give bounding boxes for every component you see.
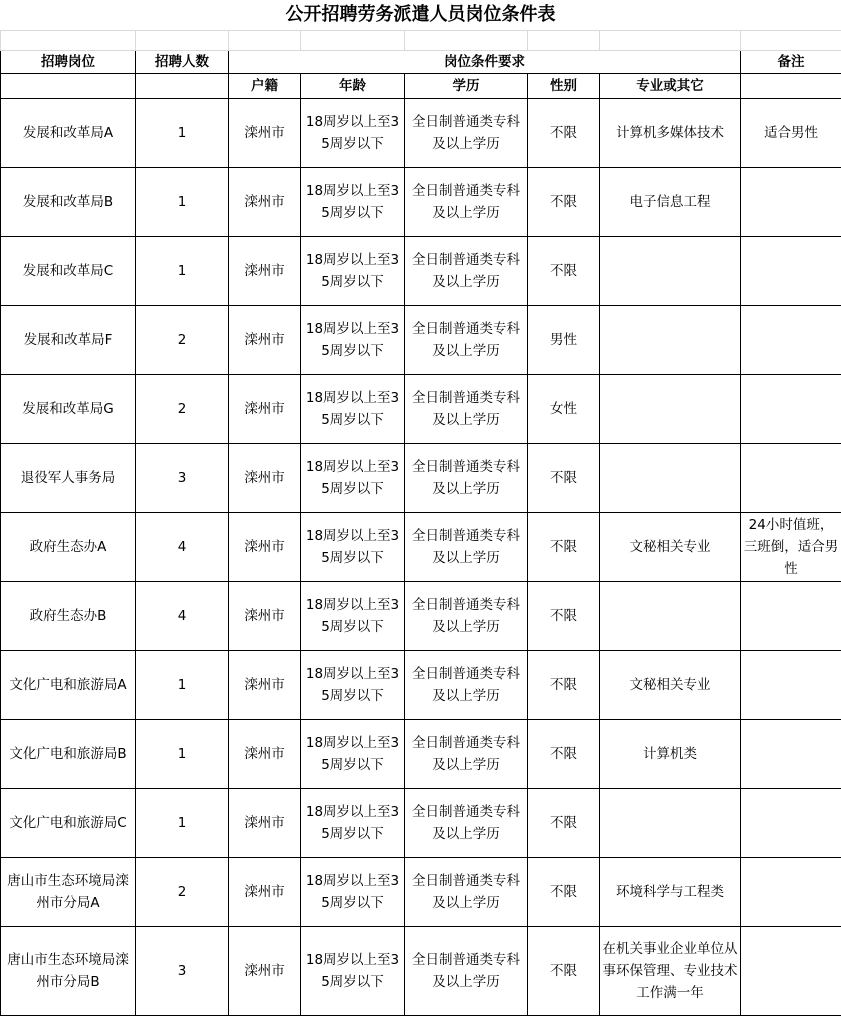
cell-gender: 不限 bbox=[528, 513, 600, 582]
cell-remarks bbox=[741, 927, 841, 1016]
cell-gender: 不限 bbox=[528, 858, 600, 927]
positions-table bbox=[0, 30, 841, 1016]
cell-hukou: 滦州市 bbox=[229, 444, 301, 513]
cell-position: 文化广电和旅游局B bbox=[1, 720, 136, 789]
cell-age: 18周岁以上至35周岁以下 bbox=[301, 720, 405, 789]
cell-count: 4 bbox=[136, 513, 229, 582]
cell-major bbox=[600, 375, 741, 444]
cell-hukou: 滦州市 bbox=[229, 99, 301, 168]
cell-position: 退役军人事务局 bbox=[1, 444, 136, 513]
table-row bbox=[1, 720, 841, 789]
cell-gender: 男性 bbox=[528, 306, 600, 375]
cell-remarks bbox=[741, 789, 841, 858]
table-row bbox=[1, 444, 841, 513]
cell-gender: 不限 bbox=[528, 444, 600, 513]
table-row bbox=[1, 99, 841, 168]
cell-education: 全日制普通类专科及以上学历 bbox=[405, 651, 528, 720]
cell-major: 电子信息工程 bbox=[600, 168, 741, 237]
page-title: 公开招聘劳务派遣人员岗位条件表 bbox=[285, 4, 556, 25]
cell-count: 1 bbox=[136, 168, 229, 237]
cell-major: 计算机类 bbox=[600, 720, 741, 789]
cell-hukou: 滦州市 bbox=[229, 306, 301, 375]
cell-hukou: 滦州市 bbox=[229, 375, 301, 444]
cell-education: 全日制普通类专科及以上学历 bbox=[405, 375, 528, 444]
cell-count: 2 bbox=[136, 306, 229, 375]
blank-grid-row bbox=[1, 31, 841, 51]
cell-major bbox=[600, 444, 741, 513]
cell-position: 唐山市生态环境局滦州市分局B bbox=[1, 927, 136, 1016]
cell-count: 1 bbox=[136, 237, 229, 306]
cell-major bbox=[600, 306, 741, 375]
cell-major bbox=[600, 582, 741, 651]
cell-major bbox=[600, 789, 741, 858]
cell-hukou: 滦州市 bbox=[229, 513, 301, 582]
cell-position: 政府生态办A bbox=[1, 513, 136, 582]
cell-count: 2 bbox=[136, 858, 229, 927]
cell-remarks bbox=[741, 237, 841, 306]
cell-hukou: 滦州市 bbox=[229, 789, 301, 858]
cell-education: 全日制普通类专科及以上学历 bbox=[405, 513, 528, 582]
header-remarks: 备注 bbox=[741, 51, 841, 74]
cell-remarks bbox=[741, 582, 841, 651]
table-row bbox=[1, 306, 841, 375]
cell-remarks bbox=[741, 306, 841, 375]
cell-hukou: 滦州市 bbox=[229, 168, 301, 237]
cell-age: 18周岁以上至35周岁以下 bbox=[301, 789, 405, 858]
cell-gender: 不限 bbox=[528, 720, 600, 789]
cell-education: 全日制普通类专科及以上学历 bbox=[405, 858, 528, 927]
cell-position: 发展和改革局A bbox=[1, 99, 136, 168]
cell-education: 全日制普通类专科及以上学历 bbox=[405, 306, 528, 375]
cell-hukou: 滦州市 bbox=[229, 720, 301, 789]
cell-position: 发展和改革局F bbox=[1, 306, 136, 375]
cell-hukou: 滦州市 bbox=[229, 582, 301, 651]
cell-remarks bbox=[741, 444, 841, 513]
cell-major: 计算机多媒体技术 bbox=[600, 99, 741, 168]
cell-age: 18周岁以上至35周岁以下 bbox=[301, 582, 405, 651]
cell-age: 18周岁以上至35周岁以下 bbox=[301, 858, 405, 927]
header-major: 专业或其它 bbox=[600, 74, 741, 99]
cell-education: 全日制普通类专科及以上学历 bbox=[405, 99, 528, 168]
cell-education: 全日制普通类专科及以上学历 bbox=[405, 582, 528, 651]
cell-gender: 不限 bbox=[528, 237, 600, 306]
cell-age: 18周岁以上至35周岁以下 bbox=[301, 927, 405, 1016]
cell-major: 在机关事业企业单位从事环保管理、专业技术工作满一年 bbox=[600, 927, 741, 1016]
cell-hukou: 滦州市 bbox=[229, 237, 301, 306]
header-count: 招聘人数 bbox=[136, 51, 229, 74]
cell-remarks bbox=[741, 720, 841, 789]
cell-count: 1 bbox=[136, 789, 229, 858]
header-education: 学历 bbox=[405, 74, 528, 99]
cell-count: 3 bbox=[136, 927, 229, 1016]
header-hukou: 户籍 bbox=[229, 74, 301, 99]
table-row bbox=[1, 651, 841, 720]
table-row bbox=[1, 927, 841, 1016]
cell-gender: 不限 bbox=[528, 927, 600, 1016]
cell-position: 唐山市生态环境局滦州市分局A bbox=[1, 858, 136, 927]
cell-gender: 不限 bbox=[528, 99, 600, 168]
table-row bbox=[1, 789, 841, 858]
cell-hukou: 滦州市 bbox=[229, 651, 301, 720]
cell-gender: 不限 bbox=[528, 168, 600, 237]
cell-position: 发展和改革局C bbox=[1, 237, 136, 306]
table-row bbox=[1, 237, 841, 306]
cell-position: 发展和改革局G bbox=[1, 375, 136, 444]
cell-age: 18周岁以上至35周岁以下 bbox=[301, 99, 405, 168]
table-row bbox=[1, 375, 841, 444]
subheader-row bbox=[1, 74, 841, 99]
cell-age: 18周岁以上至35周岁以下 bbox=[301, 651, 405, 720]
table-row bbox=[1, 858, 841, 927]
cell-major: 文秘相关专业 bbox=[600, 513, 741, 582]
cell-major: 环境科学与工程类 bbox=[600, 858, 741, 927]
header-position: 招聘岗位 bbox=[1, 51, 136, 74]
cell-age: 18周岁以上至35周岁以下 bbox=[301, 513, 405, 582]
header-row bbox=[1, 51, 841, 74]
cell-count: 2 bbox=[136, 375, 229, 444]
cell-education: 全日制普通类专科及以上学历 bbox=[405, 789, 528, 858]
cell-gender: 不限 bbox=[528, 651, 600, 720]
cell-remarks bbox=[741, 858, 841, 927]
cell-position: 文化广电和旅游局A bbox=[1, 651, 136, 720]
cell-remarks: 24小时值班，三班倒，适合男性 bbox=[741, 513, 841, 582]
cell-education: 全日制普通类专科及以上学历 bbox=[405, 444, 528, 513]
cell-position: 政府生态办B bbox=[1, 582, 136, 651]
cell-major bbox=[600, 237, 741, 306]
cell-position: 发展和改革局B bbox=[1, 168, 136, 237]
cell-major: 文秘相关专业 bbox=[600, 651, 741, 720]
cell-education: 全日制普通类专科及以上学历 bbox=[405, 237, 528, 306]
table-row bbox=[1, 168, 841, 237]
cell-count: 3 bbox=[136, 444, 229, 513]
cell-hukou: 滦州市 bbox=[229, 927, 301, 1016]
cell-count: 4 bbox=[136, 582, 229, 651]
cell-remarks bbox=[741, 651, 841, 720]
cell-age: 18周岁以上至35周岁以下 bbox=[301, 444, 405, 513]
cell-count: 1 bbox=[136, 651, 229, 720]
cell-education: 全日制普通类专科及以上学历 bbox=[405, 168, 528, 237]
cell-gender: 不限 bbox=[528, 582, 600, 651]
header-requirements: 岗位条件要求 bbox=[229, 51, 741, 74]
header-age: 年龄 bbox=[301, 74, 405, 99]
cell-count: 1 bbox=[136, 720, 229, 789]
cell-hukou: 滦州市 bbox=[229, 858, 301, 927]
cell-gender: 女性 bbox=[528, 375, 600, 444]
cell-age: 18周岁以上至35周岁以下 bbox=[301, 168, 405, 237]
cell-remarks bbox=[741, 168, 841, 237]
cell-count: 1 bbox=[136, 99, 229, 168]
cell-education: 全日制普通类专科及以上学历 bbox=[405, 927, 528, 1016]
cell-age: 18周岁以上至35周岁以下 bbox=[301, 237, 405, 306]
cell-age: 18周岁以上至35周岁以下 bbox=[301, 375, 405, 444]
header-gender: 性别 bbox=[528, 74, 600, 99]
cell-position: 文化广电和旅游局C bbox=[1, 789, 136, 858]
cell-education: 全日制普通类专科及以上学历 bbox=[405, 720, 528, 789]
cell-remarks: 适合男性 bbox=[741, 99, 841, 168]
cell-remarks bbox=[741, 375, 841, 444]
table-row bbox=[1, 513, 841, 582]
cell-age: 18周岁以上至35周岁以下 bbox=[301, 306, 405, 375]
table-row bbox=[1, 582, 841, 651]
cell-gender: 不限 bbox=[528, 789, 600, 858]
